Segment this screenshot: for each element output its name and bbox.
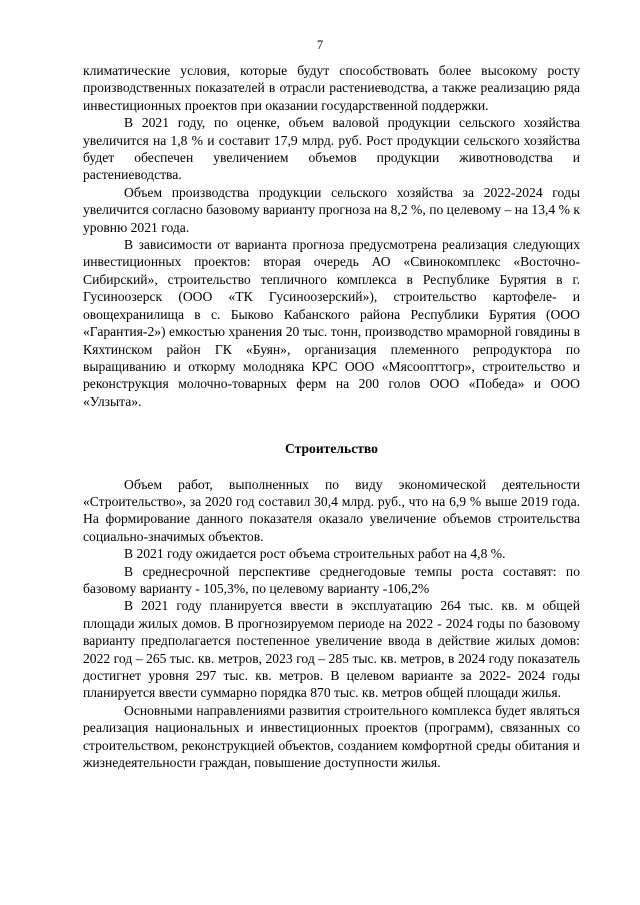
paragraph-continuation: климатические условия, которые будут способствовать более высокому росту производственных показателей в отрасли растениеводства, а также реализацию ряда инвестиционных проектов при оказании государственной поддержки. <box>83 63 580 113</box>
paragraph-construction-volume: Объем работ, выполненных по виду экономической деятельности «Строительство», за 2020 год составил 30,4 млрд. руб., что на 6,9 % выше 2019 года. На формирование данного показателя оказало увеличение объемов строительства социально-значимых объектов. <box>83 476 580 544</box>
paragraph-directions: Основными направлениями развития строительного комплекса будет являться реализация национальных и инвестиционных проектов (программ), связанных со строительством, реконструкцией объектов, созданием комфортной среды обитания и жизнедеятельности граждан, повышение доступности жилья. <box>83 702 580 771</box>
paragraph-housing: В 2021 году планируется ввести в эксплуатацию 264 тыс. кв. м общей площади жилых домов. В прогнозируемом периоде на 2022 - 2024 годы по базовому варианту предполагается постепенное увеличение ввода в действие жилых домов: 2022 год – 265 тыс. кв. метров, 2023 год – 285 тыс. кв. метров, в 2024 году показатель достигнет уровня 297 тыс. кв. метров. В целевом варианте за 2022- 2024 годы планируется ввести суммарно порядка 870 тыс. кв. метров общей площади жилья. <box>83 598 580 701</box>
section-title: Строительство <box>285 441 378 457</box>
page-number: 7 <box>316 38 324 52</box>
paragraph-investment-projects: В зависимости от варианта прогноза предусмотрена реализация следующих инвестиционных проектов: вторая очередь АО «Свинокомплекс «Восточно-Сибирский», строительство тепличного комплекса в Республике Бурятия в г. Гусиноозерск (ООО «ТК Гусиноозерский»), строительство картофеле- и овощехранилища в с. Быково Кабанского района Республики Бурятия (ООО «Гарантия-2») емкостью хранения 20 тыс. тонн, производство мраморной говядины в Кяхтинском район ГК «Буян», организация племенного репродуктора по выращиванию и откорму молодняка КРС ООО «Мясоопттогр», строительство и реконструкция молочно-товарных ферм на 200 голов ООО «Победа» и ООО «Улзыта». <box>83 237 580 409</box>
paragraph-agriculture-2021: В 2021 году, по оценке, объем валовой продукции сельского хозяйства увеличится на 1,8 % и составит 17,9 млрд. руб. Рост продукции сельского хозяйства будет обеспечен увеличением объемов продукции животноводства и растениеводства. <box>83 115 580 183</box>
paragraph-growth-rates: В среднесрочной перспективе среднегодовые темпы роста составят: по базовому варианту - 105,3%, по целевому варианту -106,2% <box>83 563 580 596</box>
paragraph-construction-2021: В 2021 году ожидается рост объема строительных работ на 4,8 %. <box>124 546 506 562</box>
document-body <box>83 62 580 771</box>
paragraph-agriculture-forecast: Объем производства продукции сельского хозяйства за 2022-2024 годы увеличится согласно базовому варианту прогноза на 8,2 %, по целевому – на 13,4 % к уровню 2021 года. <box>83 184 580 235</box>
